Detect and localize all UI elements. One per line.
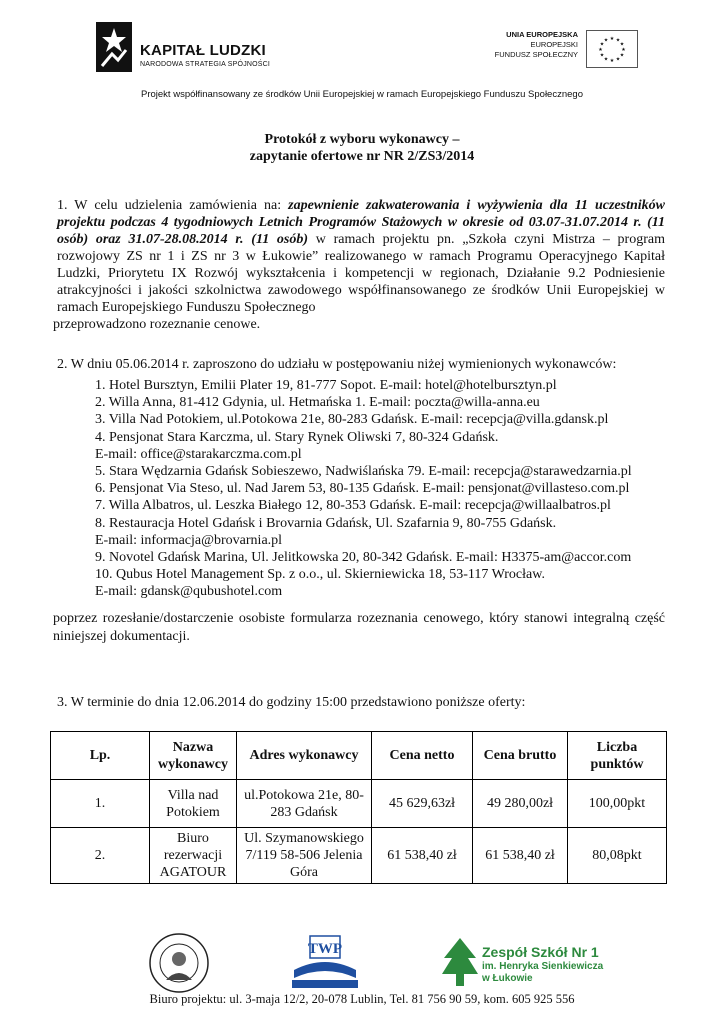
zsn-name: Zespół Szkół Nr 1 [482,944,599,960]
eu-logo-line3: FUNDUSZ SPOŁECZNY [494,50,578,59]
twp-logo-icon [288,932,362,992]
svg-text:★: ★ [598,47,603,53]
cell-points: 100,00pkt [568,780,667,828]
kapital-ludzki-logo [96,20,286,80]
list-item: 1. Hotel Bursztyn, Emilii Plater 19, 81-777 Sopot. E-mail: hotel@hotelbursztyn.pl [95,378,557,393]
eu-logo [470,30,638,74]
zs3-seal-icon [148,932,210,994]
svg-text:★: ★ [603,56,609,63]
section-2-footer: poprzez rozesłanie/dostarczenie osobiste formularza rozeznania cenowego, który stanowi integralną część niniejszej dokumentacji. [53,611,665,644]
col-header-brutto: Cena brutto [473,732,568,780]
kapital-ludzki-subtitle: NARODOWA STRATEGIA SPÓJNOŚCI [140,61,271,68]
svg-text:★: ★ [619,41,625,48]
list-item: 2. Willa Anna, 81-412 Gdynia, ul. Hetmańska 1. E-mail: poczta@willa-anna.eu [95,395,540,411]
cofinancing-note: Projekt współfinansowany ze środków Unii Europejskiej w ramach Europejskiego Funduszu Społecznego [141,89,583,100]
list-item: 8. Restauracja Hotel Gdańsk i Brovarnia Gdańsk, Ul. Szafarnia 9, 80-755 Gdańsk. [95,515,557,531]
cell-lp: 1. [51,780,150,828]
svg-text:TWP: TWP [307,941,343,957]
list-item: 10. Qubus Hotel Management Sp. z o.o., ul. Skierniewicka 18, 53-117 Wrocław. [95,567,545,583]
list-item: 6. Pensjonat Via Steso, ul. Nad Jarem 53, 80-135 Gdańsk. E-mail: pensjonat@villasteso.com.pl [95,481,630,497]
col-header-address: Adres wykonawcy [237,732,372,780]
offers-table [50,731,667,884]
list-item: E-mail: informacja@brovarnia.pl [95,532,283,548]
svg-text:★: ★ [603,37,609,44]
title-line-2: zapytanie ofertowe nr NR 2/ZS3/2014 [249,149,475,164]
cell-brutto: 61 538,40 zł [473,828,568,884]
table-row [51,828,667,884]
col-header-name: Nazwa wykonawcy [150,732,237,780]
cell-points: 80,08pkt [568,828,667,884]
svg-text:★: ★ [609,36,615,42]
cell-brutto: 49 280,00zł [473,780,568,828]
svg-text:★: ★ [621,47,626,53]
col-header-netto: Cena netto [372,732,473,780]
cell-name: Villa nad Potokiem [150,780,237,828]
cell-netto: 45 629,63zł [372,780,473,828]
cell-lp: 2. [51,828,150,884]
section-1-paragraph [57,197,665,316]
zsn-tree-icon [440,936,480,988]
section-1-end: przeprowadzono rozeznanie cenowe. [53,317,261,332]
svg-text:★: ★ [599,52,605,59]
cell-address: Ul. Szymanowskiego 7/119 58-506 Jelenia Góra [237,828,372,884]
eu-logo-line2: EUROPEJSKI [530,40,578,49]
zsn-patron: im. Henryka Sienkiewicza [482,961,604,972]
col-header-lp: Lp. [51,732,150,780]
section-1-subject: zapewnienie zakwaterowania i wyżywienia dla 11 uczestników projektu podczas 4 tygodniowych Letnich Programów Stażowych w okresie od 03.07-31.07.2014 r. (11 osób) oraz 31.07-28.08.2014 r. (11 osób) [57,198,665,247]
table-header-row [51,732,667,780]
kapital-ludzki-name: KAPITAŁ LUDZKI [140,42,266,59]
section-2-heading: 2. W dniu 05.06.2014 r. zaproszono do udziału w postępowaniu niżej wymienionych wykonawców: [57,357,617,372]
svg-text:★: ★ [615,56,621,63]
document-title [0,131,724,165]
col-header-points: Liczba punktów [568,732,667,780]
footer-address: Biuro projektu: ul. 3-maja 12/2, 20-078 Lublin, Tel. 81 756 90 59, kom. 605 925 556 [149,992,575,1006]
eu-logo-line1: UNIA EUROPEJSKA [506,30,578,39]
list-item: 9. Novotel Gdańsk Marina, Ul. Jelitkowska 20, 80-342 Gdańsk. E-mail: H3375-am@accor.com [95,550,632,566]
eu-flag-icon [586,30,638,68]
list-item: 3. Villa Nad Potokiem, ul.Potokowa 21e, 80-283 Gdańsk. E-mail: recepcja@villa.gdansk.pl [95,412,609,428]
list-item: 7. Willa Albatros, ul. Leszka Białego 12, 80-353 Gdańsk. E-mail: recepcja@willaalbatros.pl [95,498,611,514]
contractor-list [95,377,632,601]
title-line-1: Protokół z wyboru wykonawcy – [264,132,460,147]
zsn-city: w Łukowie [482,973,533,984]
section-1-lead: 1. W celu udzielenia zamówienia na: [57,198,289,213]
footer-logos [0,930,724,994]
cell-netto: 61 538,40 zł [372,828,473,884]
cell-name: Biuro rezerwacji AGATOUR [150,828,237,884]
eu-logo-text [495,30,578,60]
list-item: 4. Pensjonat Stara Karczma, ul. Stary Rynek Oliwski 7, 80-324 Gdańsk. [95,429,499,445]
svg-text:★: ★ [619,52,625,59]
list-item: E-mail: gdansk@qubushotel.com [95,584,283,600]
svg-text:★: ★ [599,41,605,48]
section-1-rest: w ramach projektu pn. „Szkoła czyni Mistrza – program rozwojowy ZS nr 1 i ZS nr 3 w Łukowie” realizowanego w ramach Programu Operacyjnego Kapitał Ludzki, Priorytetu IX Rozwój wykształcenia i kompetencji w regionach, Działanie 9.2 Podniesienie atrakcyjności i jakości szkolnictwa zawodowego współfinansowanego ze środków Unii Europejskiej w ramach Europejskiego Funduszu Społecznego [57,232,665,315]
svg-text:★: ★ [609,58,615,64]
section-3-heading: 3. W terminie do dnia 12.06.2014 do godziny 15:00 przedstawiono poniższe oferty: [57,695,526,710]
cell-address: ul.Potokowa 21e, 80-283 Gdańsk [237,780,372,828]
list-item: E-mail: office@starakarczma.com.pl [95,446,302,462]
svg-text:★: ★ [615,37,621,44]
kapital-ludzki-star-icon [96,22,132,72]
table-row [51,780,667,828]
list-item: 5. Stara Wędzarnia Gdańsk Sobieszewo, Nadwiślańska 79. E-mail: recepcja@starawedzarnia.pl [95,464,632,480]
